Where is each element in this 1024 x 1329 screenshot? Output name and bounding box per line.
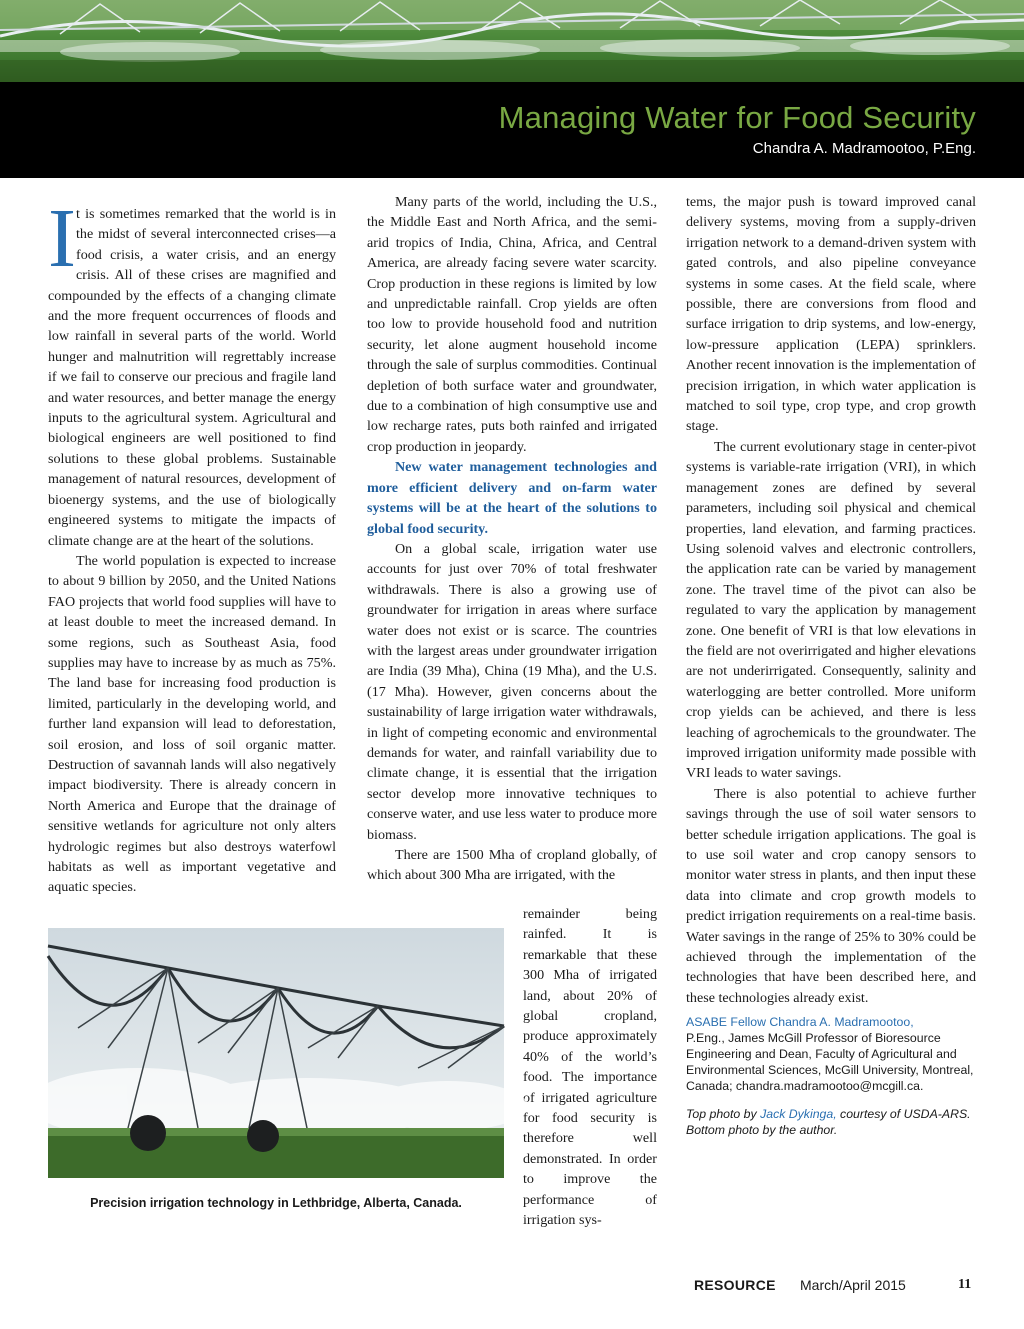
- paragraph: [48, 192, 336, 551]
- column-1: [48, 192, 336, 898]
- paragraph-text: t is sometimes remarked that the world is in the midst of several interconnected crises—a food crisis, a water crisis, and an energy crisis. All of these crises are magnified and compounded by the effects of a changing climate and the more frequent occurrences of floods and low rainfall in several parts of the world. World hunger and malnutrition will regrettably increase if we fail to conserve our precious and fragile land and water resources, and better manage the energy inputs to the agricultural system. Agricultural and biological engineers are well positioned to find solutions to these global problems. Sustainable management of natural resources, development of bioenergy systems, and the use of biologically engineered systems to mitigate the impacts of climate change are at the heart of the solutions.: [48, 206, 336, 549]
- column-2: [367, 192, 657, 886]
- photographer-link[interactable]: Jack Dykinga,: [760, 1107, 837, 1122]
- paragraph: remainder being rainfed. It is remarkable that these 300 Mha of irrigated land, about 20% of global cropland, produce approximately 40% of the world’s food. The importance of irrigated agriculture for food security is therefore well demonstrated. In order to improve the performance of irrigation sys-: [523, 906, 657, 1229]
- author-bio-text: P.Eng., James McGill Professor of Bioresource Engineering and Dean, Faculty of Agricultural and Environmental Sciences, McGill University, Montreal, Canada; chandra.madramootoo@mcgill.ca.: [686, 1031, 974, 1094]
- article-author: Chandra A. Madramootoo, P.Eng.: [752, 140, 976, 157]
- paragraph: The world population is expected to increase to about 9 billion by 2050, and the United Nations FAO projects that world food supplies will have to at least double to meet the increased demand. In some regions, such as Southeast Asia, food supplies may have to increase by as much as 75%. The land base for increasing food production is limited, particularly in the developing world, and further land expansion will lead to deforestation, soil erosion, and loss of soil organic matter. Destruction of savannah lands will also negatively impact biodiversity. There is already concern in North America and Europe that the drainage of sensitive wetlands for agriculture not only alters hydrologic regimes but also destroys waterfowl habitats as well as important vegetative and aquatic species.: [48, 552, 336, 896]
- photo-credits: [686, 1106, 976, 1138]
- bottom-photo-illustration: [48, 928, 504, 1178]
- credit-top-prefix: Top photo by: [686, 1107, 761, 1122]
- pull-quote: New water management technologies and more efficient delivery and on-farm water systems will be at the heart of the solutions to global food security.: [367, 459, 657, 537]
- column-3: [686, 192, 976, 1138]
- bottom-photo: [48, 928, 504, 1178]
- author-bio: [686, 1014, 976, 1094]
- article-title: Managing Water for Food Security: [498, 100, 976, 135]
- author-bio-fellow: ASABE Fellow Chandra A. Madramootoo,: [686, 1015, 914, 1030]
- credit-top-suffix: courtesy of USDA-ARS.: [836, 1107, 971, 1122]
- paragraph: There are 1500 Mha of cropland globally, of which about 300 Mha are irrigated, with the: [367, 847, 657, 884]
- drop-cap: I: [48, 192, 76, 285]
- paragraph: There is also potential to achieve further savings through the use of soil water sensors to better schedule irrigation applications. The goal is to use soil water and crop canopy sensors to monitor water stress in plants, and then input these data into climate and crop growth models to predict irrigation requirements on a real-time basis. Water savings in the range of 25% to 30% could be achieved through the implementation of the technologies that have been described here, and these technologies already exist.: [686, 785, 976, 1006]
- top-photo: [0, 0, 1024, 82]
- column-2-continuation: [523, 904, 657, 1231]
- page-number: 11: [958, 1277, 972, 1292]
- issue-date: March/April 2015: [800, 1277, 906, 1293]
- title-banner: [0, 82, 1024, 178]
- paragraph: The current evolutionary stage in center-pivot systems is variable-rate irrigation (VRI), in which management zones are defined by several parameters, including soil physical and chemical properties, land elevation, and farming practices. Using solenoid valves and electronic controllers, the application rate can be varied by management zone. The travel time of the pivot can also be regulated to vary the application by management zone. One benefit of VRI is that low elevations in the field are not overirrigated and higher elevations are not underirrigated. Consequently, salinity and waterlogging are better controlled. More uniform crop yields can be achieved, and there is less leaching of agrochemicals to the groundwater. The improved irrigation uniformity made possible with VRI leads to water savings.: [686, 438, 976, 782]
- photo-caption: Precision irrigation technology in Lethbridge, Alberta, Canada.: [90, 1196, 462, 1210]
- paragraph: On a global scale, irrigation water use accounts for just over 70% of total freshwater withdrawals. There is also a growing use of groundwater for irrigation in areas where surface water does not exist or is scarce. The countries with the largest areas under groundwater irrigation are India (39 Mha), China (19 Mha), and the U.S. (17 Mha). However, given concerns about the sustainability of large irrigation water withdrawals, in light of competing economic and environmental demands for water, and rainfall variability due to climate change, it is essential that the irrigation sector develop more innovative techniques to conserve water, and use less water to produce more biomass.: [367, 540, 657, 843]
- paragraph: tems, the major push is toward improved canal delivery systems, moving from a supply-driven irrigation network to a demand-driven system with gated controls, and also pipeline conveyance systems in some cases. At the field scale, where possible, there are conversions from flood and surface irrigation to drip systems, and low-energy, low-pressure application (LEPA) sprinklers. Another recent innovation is the implementation of precision irrigation, in which water application is matched to soil type, crop type, and crop growth stage.: [686, 194, 976, 435]
- paragraph: Many parts of the world, including the U.S., the Middle East and North Africa, and the semi-arid tropics of India, China, Africa, and Central America, are already facing severe water scarcity. Crop production in these regions is limited by low and unpredictable rainfall. Crop yields are often too low to provide household food and nutrition security, let alone augment household income through the sale of surplus commodities. Continual depletion of both surface water and groundwater, due to a combination of high consumptive use and low recharge rates, puts both rainfed and irrigated crop production in jeopardy.: [367, 194, 657, 455]
- top-photo-illustration: [0, 0, 1024, 82]
- credit-bottom: Bottom photo by the author.: [686, 1123, 838, 1138]
- magazine-name: RESOURCE: [694, 1277, 776, 1293]
